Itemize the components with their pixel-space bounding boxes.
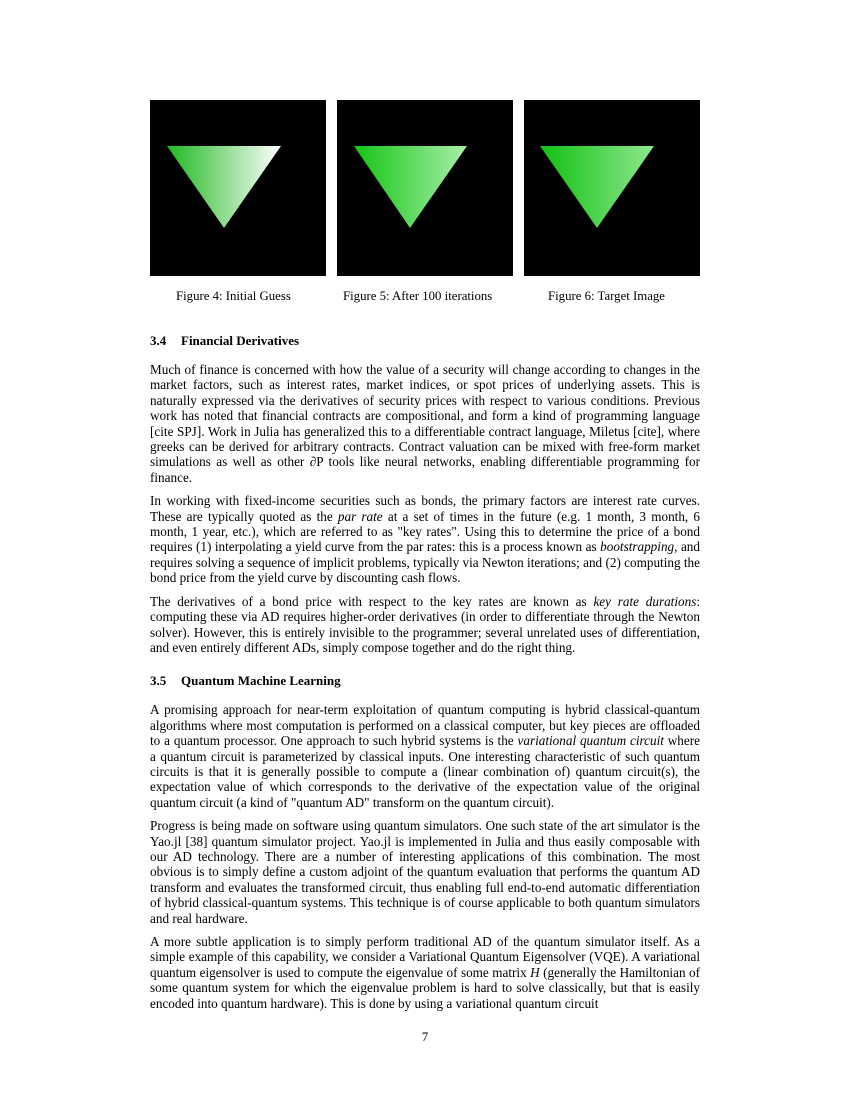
paragraph: A more subtle application is to simply perform traditional AD of the quantum simulator itself. As a simple example of this capability, we consider a Variational Quantum Eigensolver (VQE). A variational quantum eigensolver is used to compute the eigenvalue of some matrix H (generally the Hamiltonian of some quantum system for which the eigenvalue problem is hard to solve classically, but that is easily encoded into quantum hardware). This is done by using a variational quantum circuit (150, 934, 700, 1011)
paragraph: The derivatives of a bond price with respect to the key rates are known as key rate durations: computing these via AD requires higher-order derivatives (in order to differentiate through the Newton solver). However, this is entirely invisible to the programmer; several unrelated uses of differentiation, and even entirely different ADs, simply compose together and do the right thing. (150, 593, 700, 655)
figure-6-caption: Figure 6: Target Image (548, 289, 665, 303)
figure-5-caption: Figure 5: After 100 iterations (343, 289, 493, 303)
emphasis: bootstrapping (600, 539, 675, 555)
figure-6-image (524, 100, 700, 276)
section-number: 3.5 (150, 673, 167, 689)
section-3-5-heading (150, 673, 700, 689)
figure-row (150, 100, 700, 315)
paper-page (150, 100, 700, 1019)
emphasis: key rate durations (593, 593, 697, 609)
figure-4 (150, 100, 326, 303)
emphasis: variational quantum circuit (517, 733, 664, 749)
figure-4-image (150, 100, 326, 276)
paragraph: Much of finance is concerned with how the value of a security will change according to changes in the market factors, such as interest rates, market indices, or spot prices of underlying assets. This is naturally expressed via the derivatives of security prices with respect to various conditions. Previous work has noted that financial contracts are compositional, and form a kind of programming language [cite SPJ]. Work in Julia has generalized this to a differentiable contract language, Miletus [cite], where greeks can be derived for arbitrary contracts. Contract valuation can be mixed with free-form market simulations as well as other ∂P tools like neural networks, enabling differentiable programming for finance. (150, 362, 700, 485)
section-3-4-heading (150, 333, 700, 349)
section-number: 3.4 (150, 333, 167, 348)
figure-6 (524, 100, 700, 303)
paragraph: A promising approach for near-term exploitation of quantum computing is hybrid classical-quantum algorithms where most computation is performed on a classical computer, but key pieces are offloaded to a quantum processor. One approach to such hybrid systems is the variational quantum circuit where a quantum circuit is parameterized by classical inputs. One interesting characteristic of such quantum circuits is that it is generally possible to compute a (linear combination of) quantum circuit(s), the expectation value of which corresponds to the derivative of the expectation value of the original quantum circuit (a kind of "quantum AD" transform on the quantum circuit). (150, 702, 700, 810)
math-variable: H (530, 964, 540, 980)
emphasis: par rate (337, 508, 383, 524)
figure-5 (337, 100, 513, 303)
section-title: Quantum Machine Learning (181, 673, 341, 689)
paragraph: In working with fixed-income securities such as bonds, the primary factors are interest rate curves. These are typically quoted as the par rate at a set of times in the future (e.g. 1 month, 3 month, 6 month, 1 year, etc.), which are referred to as "key rates". Using this to determine the price of a bond requires (1) interpolating a yield curve from the par rates: this is a process known as bootstrapping, and requires solving a sequence of implicit problems, typically via Newton iterations; and (2) computing the bond price from the yield curve by discounting cash flows. (150, 493, 701, 586)
figure-4-caption: Figure 4: Initial Guess (176, 289, 291, 303)
section-title: Financial Derivatives (181, 333, 300, 348)
figure-5-image (337, 100, 513, 276)
page-number: 7 (421, 1029, 429, 1044)
paragraph: Progress is being made on software using quantum simulators. One such state of the art simulator is the Yao.jl [38] quantum simulator project. Yao.jl is implemented in Julia and thus easily composable with our AD technology. There are a number of interesting applications of this combination. The most obvious is to simply define a custom adjoint of the quantum evaluation that performs the quantum AD transform and evaluates the transformed circuit, thus enabling full end-to-end automatic differentiation of hybrid classical-quantum systems. This technique is of course applicable to both quantum simulators and real hardware. (150, 818, 700, 926)
